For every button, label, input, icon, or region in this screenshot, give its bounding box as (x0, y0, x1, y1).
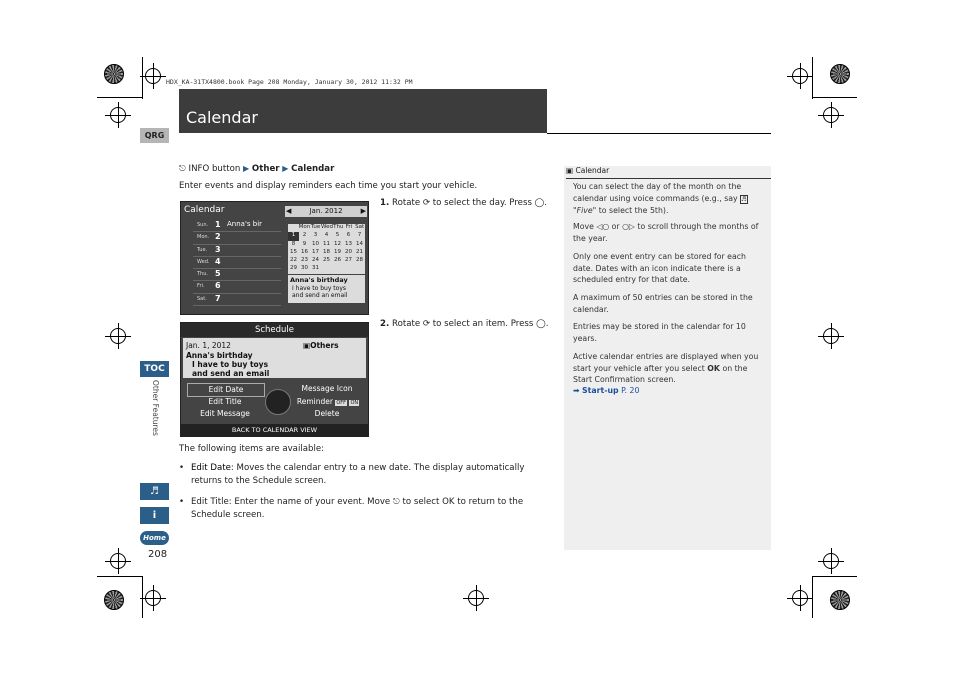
side-note-paragraph: Active calendar entries are displayed when you start your vehicle after you select OK on the Start Confirmation screen. (573, 352, 759, 384)
message-icon-button[interactable]: Message Icon (301, 384, 353, 393)
event-label: Anna's bir (227, 220, 263, 228)
day-row[interactable]: Wed. 4 (193, 257, 281, 269)
side-note-paragraph: Entries may be stored in the calendar for 10 years. (573, 322, 746, 343)
item-edit-title: • Edit Title: Enter the name of your event. Move ⎋ to select OK to return to the Schedule screen. (179, 497, 524, 520)
week-row: 8 9 10 11 12 13 14 (291, 240, 363, 247)
intro-text: Enter events and display reminders each time you start your vehicle. (179, 181, 478, 191)
schedule-title: Schedule (181, 323, 368, 337)
breadcrumb-item: Other (251, 164, 280, 174)
joystick-icon: ⎋ (392, 497, 400, 507)
reminder-off[interactable]: OFF (336, 400, 347, 406)
calendar-title: Calendar (184, 205, 225, 215)
side-note-paragraph: Only one event entry can be stored for each date. Dates with an icon indicate there is a scheduled entry for that date. (573, 252, 746, 284)
week-row: 1 2 3 4 5 6 7 (288, 232, 365, 240)
breadcrumb (179, 164, 334, 174)
side-note-paragraph: Move ◁○ or ○▷ to scroll through the months of the year. (573, 222, 759, 243)
registration-mark (792, 68, 808, 84)
side-note-paragraph: You can select the day of the month on the calendar using voice commands (e.g., say ♬ "Five" to select the 5th). (573, 182, 747, 215)
crop-line (142, 576, 143, 618)
rotate-knob-icon: ⟳ (422, 198, 431, 208)
crop-line (97, 576, 142, 577)
press-knob-icon: ◯. (536, 319, 549, 329)
edit-title-button[interactable]: Edit Title (208, 397, 242, 406)
crop-line (812, 97, 857, 98)
week-row: 29 30 31 (290, 265, 319, 272)
event-preview-line: I have to buy toys (292, 285, 347, 292)
registration-mark (145, 590, 161, 606)
reminder-on[interactable]: ON (350, 400, 359, 406)
month-selector (285, 206, 367, 217)
event-preview-title: Anna's birthday (290, 276, 348, 284)
edit-message-button[interactable]: Edit Message (200, 409, 250, 418)
breadcrumb-prefix: INFO button (188, 164, 241, 174)
print-header: HDX_KA-31TX4800.book Page 208 Monday, January 30, 2012 11:32 PM (166, 78, 413, 86)
registration-mark (823, 107, 839, 123)
day-row[interactable]: Tue. 3 (193, 245, 281, 257)
home-icon[interactable]: Home (140, 531, 169, 545)
day-list (193, 220, 281, 306)
schedule-info (183, 338, 366, 378)
registration-rosette (830, 64, 850, 84)
crop-line (812, 57, 813, 99)
title-rule (547, 133, 771, 134)
month-label: Jan. 2012 (309, 207, 343, 215)
crop-line (97, 97, 142, 98)
page-title: Calendar (186, 108, 258, 127)
week-row: 22 23 24 25 26 27 28 (290, 257, 363, 264)
event-preview-line: and send an email (292, 292, 348, 299)
side-note-paragraph: A maximum of 50 entries can be stored in the calendar. (573, 293, 753, 314)
registration-mark (110, 107, 126, 123)
back-button[interactable]: BACK TO CALENDAR VIEW (181, 424, 368, 436)
schedule-event-line: I have to buy toys (192, 360, 269, 369)
schedule-screen (180, 322, 369, 437)
registration-rosette (830, 590, 850, 610)
section-label: Other Features (151, 380, 160, 436)
week-row: 15 16 17 18 19 20 21 (290, 248, 363, 255)
registration-mark (792, 590, 808, 606)
day-row[interactable]: Sun. 1 Anna's bir (193, 220, 281, 232)
weekday-header: Mon Tue Wed Thu Fri Sat (298, 224, 365, 230)
rotate-knob-icon: ⟳ (422, 319, 431, 329)
crop-line (812, 576, 813, 618)
schedule-event-line: and send an email (192, 369, 270, 378)
registration-mark (468, 590, 484, 606)
arrow-icon: ▶ (243, 164, 250, 173)
crop-line (142, 57, 143, 99)
day-row[interactable]: Sat. 7 (193, 294, 281, 306)
qrg-tab[interactable]: QRG (140, 128, 169, 143)
registration-mark (823, 553, 839, 569)
step-1: 1. Rotate ⟳ to select the day. Press ◯. (380, 198, 548, 208)
event-preview (288, 275, 365, 303)
edit-date-button[interactable]: Edit Date (187, 383, 265, 397)
day-row[interactable]: Mon. 2 (193, 232, 281, 244)
registration-mark (110, 553, 126, 569)
info-button-icon: ⎋ (179, 164, 186, 174)
item-edit-date: • Edit Date: Moves the calendar entry to a new date. The display automatically returns to the Schedule screen. (179, 463, 525, 486)
prev-month-icon: ◀ (286, 207, 292, 215)
reminder-button[interactable]: Reminder OFF ON (296, 397, 359, 406)
voice-icon: ♬ (741, 195, 747, 203)
registration-mark (823, 328, 839, 344)
schedule-event-title: Anna's birthday (186, 351, 253, 360)
registration-rosette (104, 590, 124, 610)
day-row[interactable]: Thu. 5 (193, 269, 281, 281)
registration-mark (110, 328, 126, 344)
index-icon[interactable]: i (140, 507, 169, 524)
next-month-icon: ▶ (360, 207, 366, 215)
delete-button[interactable]: Delete (314, 409, 340, 418)
toc-tab[interactable]: TOC (140, 361, 169, 377)
press-knob-icon: ◯. (534, 198, 548, 208)
month-grid (288, 224, 365, 274)
day-row[interactable]: Fri. 6 (193, 281, 281, 293)
knob-graphic (265, 389, 291, 415)
page-number: 208 (148, 549, 168, 560)
breadcrumb-item: Calendar (291, 164, 335, 174)
start-up-link[interactable]: ➡ Start-up P. 20 (573, 386, 640, 395)
crop-line (812, 576, 857, 577)
link-arrow-icon: ➡ (573, 386, 580, 395)
registration-mark (145, 68, 161, 84)
schedule-category: ▣Others (303, 341, 339, 350)
voice-command-icon[interactable]: ♬ (140, 483, 169, 500)
items-intro: The following items are available: (179, 444, 325, 454)
note-icon: ▣ (566, 166, 574, 175)
calendar-screen (180, 201, 369, 315)
step-2: 2. Rotate ⟳ to select an item. Press ◯. (380, 319, 549, 329)
registration-rosette (104, 64, 124, 84)
arrow-icon: ▶ (282, 164, 289, 173)
schedule-date: Jan. 1, 2012 (186, 341, 231, 350)
side-note-heading: ▣ Calendar (566, 166, 771, 179)
